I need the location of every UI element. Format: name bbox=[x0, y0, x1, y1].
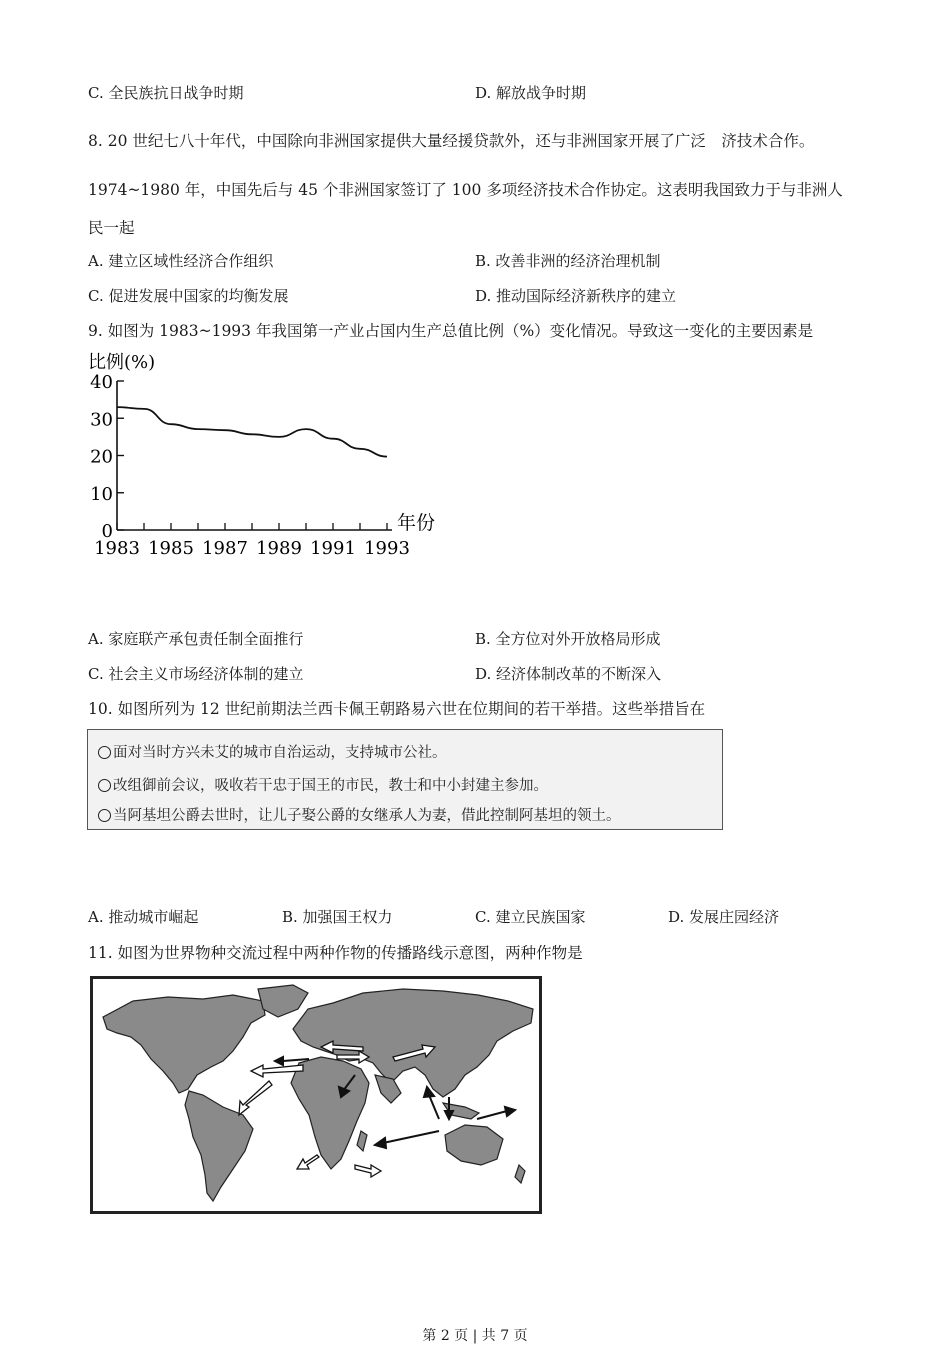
q8-option-a: A. 建立区域性经济合作组织 bbox=[88, 252, 274, 270]
chart-x-tick-label: 1991 bbox=[310, 538, 356, 559]
arrow-atlantic-to-south-america-icon bbox=[239, 1081, 272, 1115]
measure-item-1: 面对当时方兴未艾的城市自治运动，支持城市公社。 bbox=[98, 741, 447, 762]
chart-series-line bbox=[117, 407, 387, 457]
chart-x-tick-label: 1987 bbox=[202, 538, 248, 559]
circle-bullet-icon bbox=[98, 809, 111, 822]
circle-bullet-icon bbox=[98, 779, 111, 792]
arrowhead-black-asia-south-icon bbox=[445, 1111, 453, 1119]
q10-option-d: D. 发展庄园经济 bbox=[668, 908, 780, 926]
arrow-africa-southeast-icon bbox=[355, 1165, 381, 1177]
arrowhead-black-europe-icon bbox=[275, 1057, 283, 1065]
chart-xlabel: 年份 bbox=[397, 512, 436, 534]
australia bbox=[445, 1125, 503, 1165]
arrow-africa-southwest-icon bbox=[297, 1155, 319, 1169]
q10-stem: 10. 如图所列为 12 世纪前期法兰西卡佩王朝路易六世在位期间的若干举措。这些举措旨在 bbox=[88, 700, 706, 718]
q9-line-chart bbox=[80, 343, 460, 568]
q8-stem-line2: 1974~1980 年，中国先后与 45 个非洲国家签订了 100 多项经济技术合作协定。这表明我国致力于与非洲人 bbox=[88, 181, 843, 199]
q11-stem: 11. 如图为世界物种交流过程中两种作物的传播路线示意图，两种作物是 bbox=[88, 944, 583, 962]
q9-option-b: B. 全方位对外开放格局形成 bbox=[475, 630, 661, 648]
chart-y-tick-label: 10 bbox=[90, 483, 113, 505]
q9-option-d: D. 经济体制改革的不断深入 bbox=[475, 665, 662, 683]
measure-item-2: 改组御前会议，吸收若干忠于国王的市民，教士和中小封建主参加。 bbox=[98, 774, 548, 795]
page-footer: 第 2 页 | 共 7 页 bbox=[422, 1328, 528, 1344]
q8-stem-line1: 8. 20 世纪七八十年代，中国除向非洲国家提供大量经援贷款外，还与非洲国家开展了广泛 济技术合作。 bbox=[88, 132, 815, 150]
q7-option-c: C. 全民族抗日战争时期 bbox=[88, 84, 244, 102]
measure-item-3: 当阿基坦公爵去世时，让儿子娶公爵的女继承人为妻，借此控制阿基坦的领土。 bbox=[98, 804, 621, 825]
arrow-black-indian-ocean-icon bbox=[383, 1131, 439, 1143]
new-zealand bbox=[515, 1165, 525, 1183]
chart-y-tick-label: 20 bbox=[90, 446, 113, 468]
chart-y-tick-label: 0 bbox=[101, 521, 113, 542]
q7-option-d: D. 解放战争时期 bbox=[475, 84, 587, 102]
south-asia bbox=[375, 1075, 401, 1103]
continents bbox=[103, 985, 533, 1201]
madagascar bbox=[357, 1131, 367, 1151]
chart-y-tick-label: 30 bbox=[90, 409, 113, 431]
arrow-black-to-europe-icon bbox=[283, 1059, 309, 1061]
chart-ylabel: 比例(%) bbox=[88, 352, 156, 373]
chart-x-tick-label: 1993 bbox=[364, 538, 410, 559]
q8-stem-line3: 民一起 bbox=[88, 219, 135, 237]
chart-x-tick-label: 1983 bbox=[94, 538, 140, 559]
north-america bbox=[103, 995, 265, 1093]
arrow-black-pacific-icon bbox=[477, 1111, 507, 1119]
arrowhead-black-pacific-icon bbox=[505, 1107, 515, 1116]
q8-option-d: D. 推动国际经济新秩序的建立 bbox=[475, 287, 677, 305]
chart-x-tick-label: 1985 bbox=[148, 538, 194, 559]
q10-option-c: C. 建立民族国家 bbox=[475, 908, 586, 926]
q8-option-b: B. 改善非洲的经济治理机制 bbox=[475, 252, 661, 270]
chart-x-tick-label: 1989 bbox=[256, 538, 302, 559]
africa bbox=[291, 1057, 369, 1169]
arrowhead-black-indian-ocean-icon bbox=[375, 1138, 386, 1148]
chart-y-tick-label: 40 bbox=[90, 372, 113, 393]
circle-bullet-icon bbox=[98, 746, 111, 759]
q9-option-c: C. 社会主义市场经济体制的建立 bbox=[88, 665, 304, 683]
q10-option-b: B. 加强国王权力 bbox=[282, 908, 393, 926]
q8-option-c: C. 促进发展中国家的均衡发展 bbox=[88, 287, 289, 305]
q10-option-a: A. 推动城市崛起 bbox=[88, 908, 199, 926]
arrow-black-se-asia-icon bbox=[429, 1095, 439, 1119]
world-map-figure bbox=[90, 976, 542, 1214]
world-map bbox=[93, 979, 539, 1211]
q9-stem: 9. 如图为 1983~1993 年我国第一产业占国内生产总值比例（%）变化情况。导致这一变化的主要因素是 bbox=[88, 322, 814, 340]
q10-measures-box bbox=[87, 729, 723, 830]
q9-option-a: A. 家庭联产承包责任制全面推行 bbox=[88, 630, 304, 648]
greenland bbox=[258, 985, 308, 1017]
